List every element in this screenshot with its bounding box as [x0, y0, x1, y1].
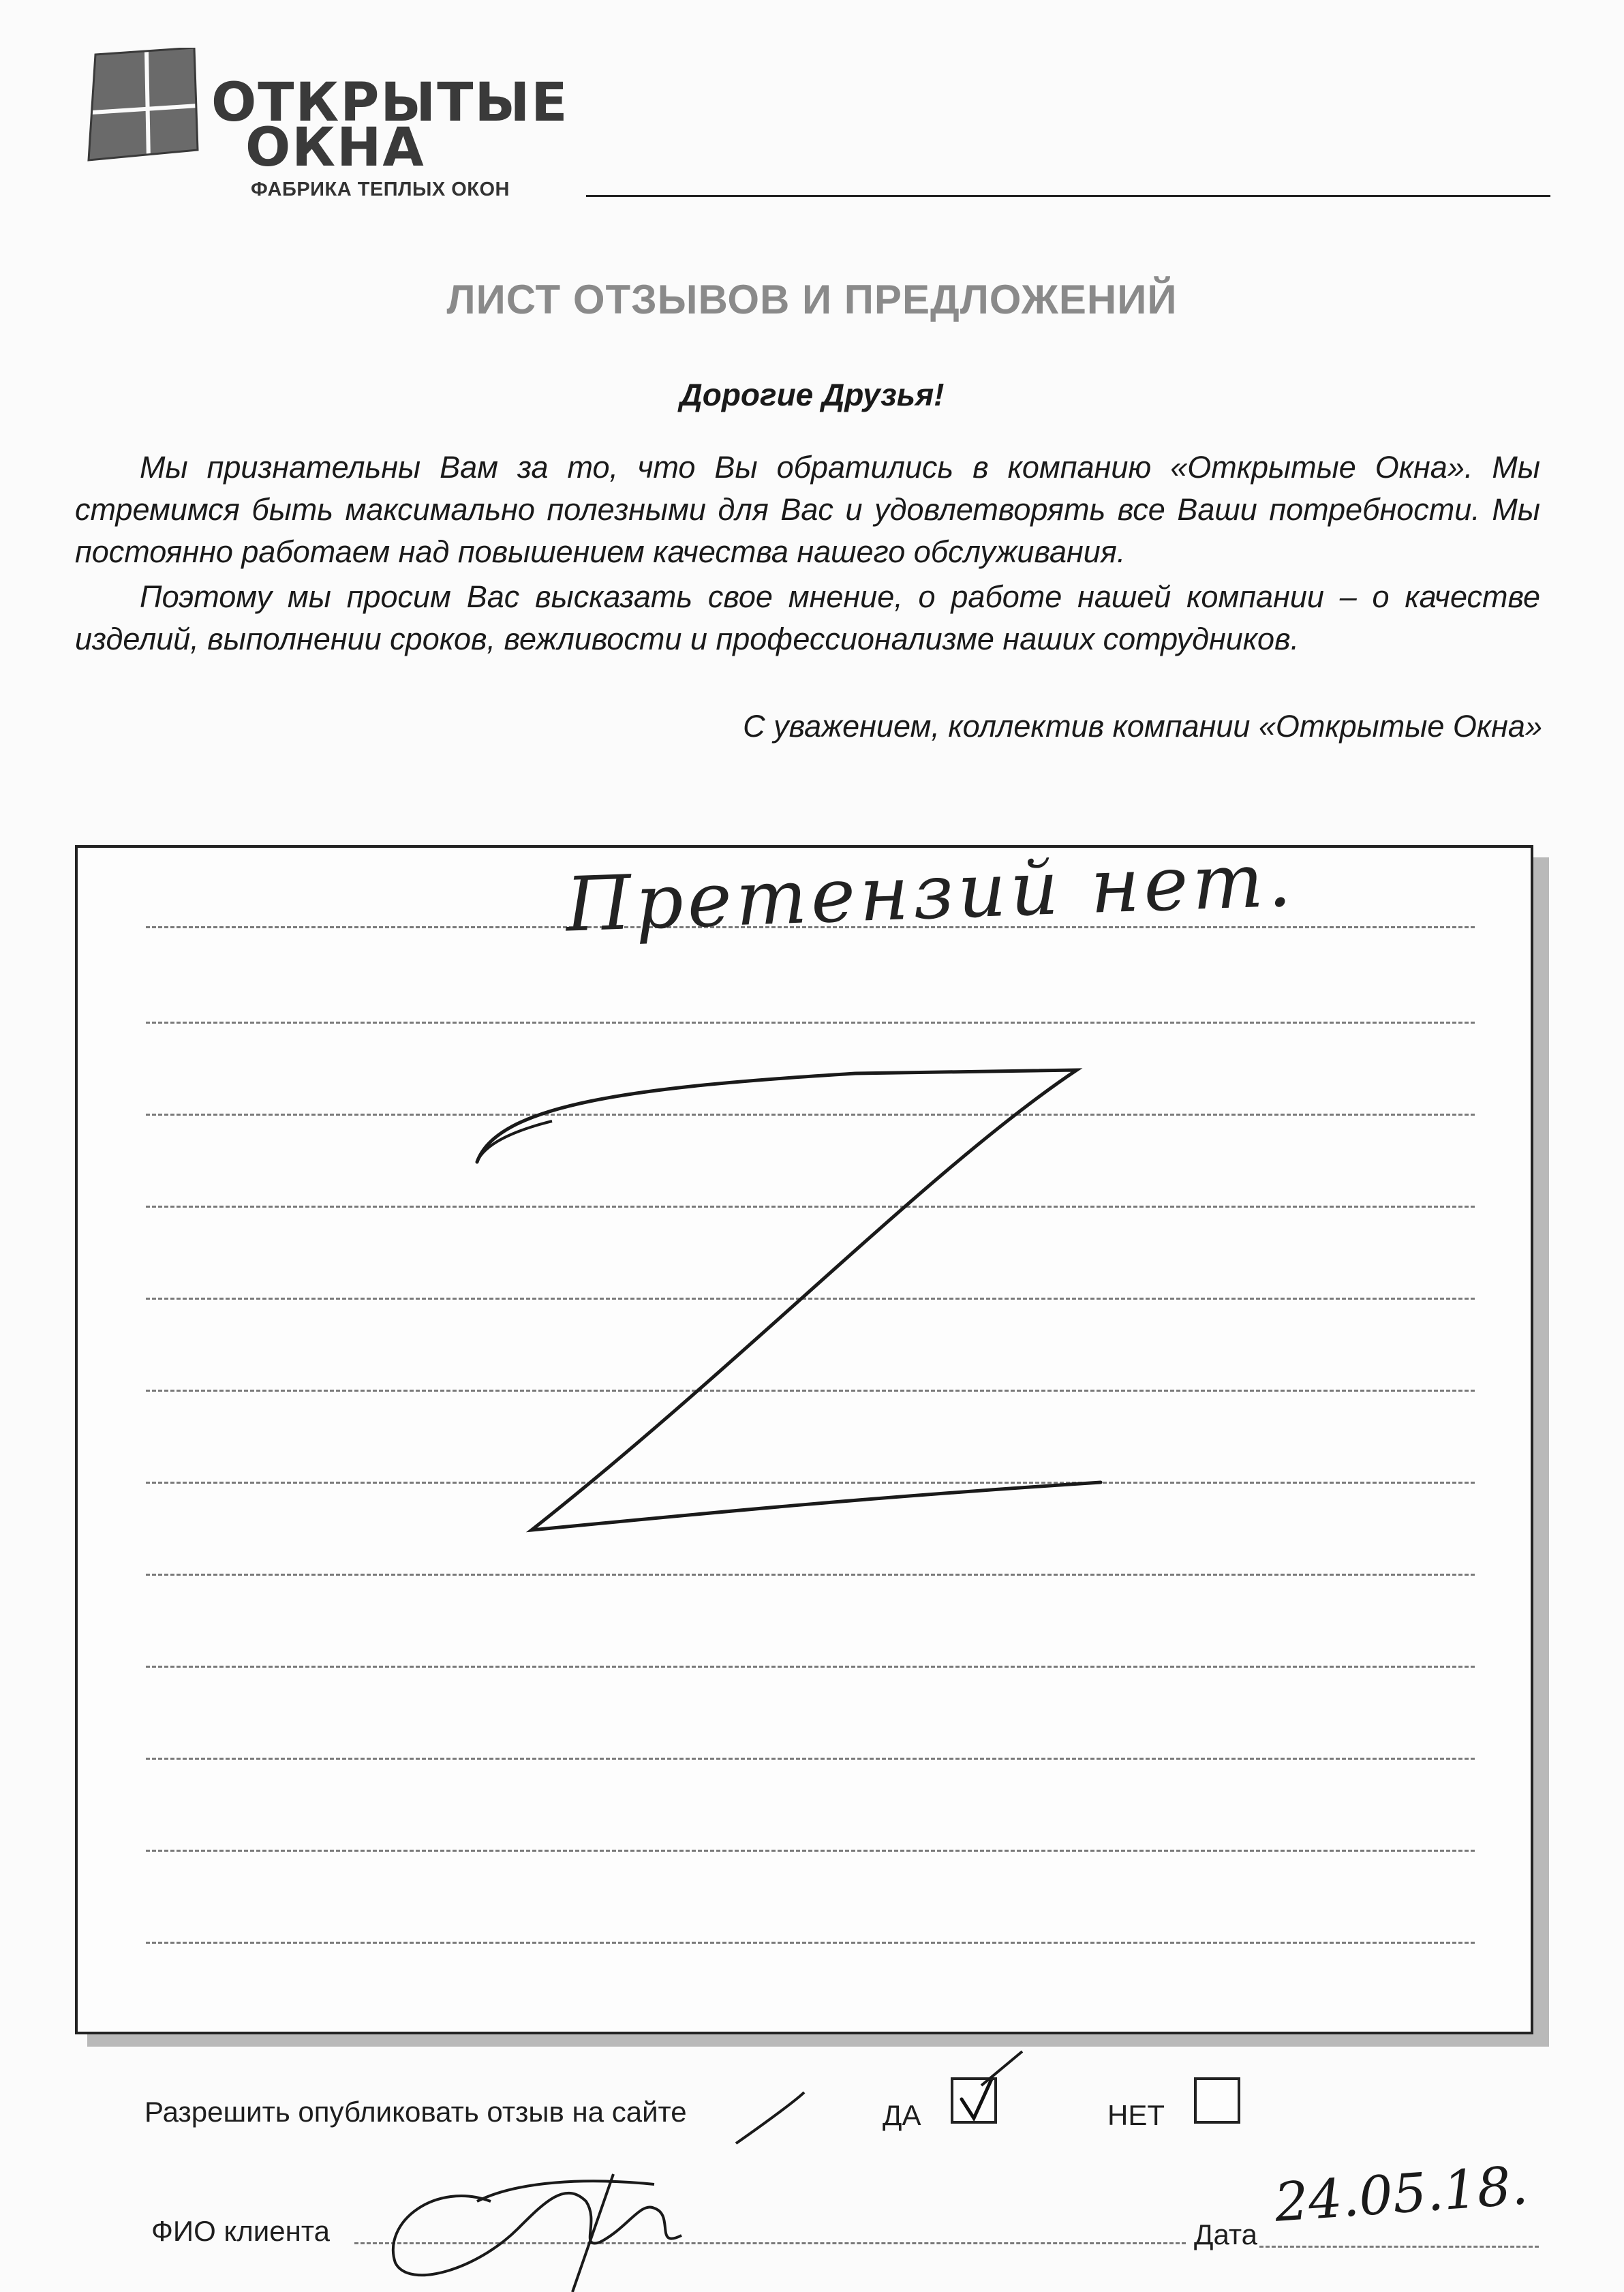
publish-yes-checkbox[interactable]	[951, 2077, 997, 2124]
publish-no-checkbox[interactable]	[1194, 2077, 1240, 2124]
intro-paragraph-1: Мы признательны Вам за то, что Вы обратились в компанию «Открытые Окна». Мы стремимся быть максимально полезными для Вас и удовлетворять все Ваши потребности. Мы постоянно работаем над повышением качества нашего обслуживания.	[75, 450, 1540, 569]
header-divider	[586, 195, 1550, 197]
handwritten-feedback: Претензий нет.	[564, 836, 1297, 949]
no-label: НЕТ	[1107, 2099, 1165, 2131]
checkmark-icon	[953, 2080, 1000, 2126]
brand-name	[211, 72, 569, 179]
brand-tagline: ФАБРИКА ТЕПЛЫХ ОКОН	[251, 179, 510, 200]
company-signature: С уважением, коллектив компании «Открытые Окна»	[743, 709, 1542, 744]
intro-paragraph-2: Поэтому мы просим Вас высказать свое мнение, о работе нашей компании – о качестве изделий, выполнении сроков, вежливости и профессионализме наших сотрудников.	[75, 579, 1540, 656]
brand-line1: ОТКРЫТЫЕ	[211, 72, 569, 134]
handwritten-date: 24.05.18.	[1272, 2155, 1530, 2234]
client-name-field[interactable]	[354, 2242, 1186, 2244]
client-name-label: ФИО клиента	[151, 2215, 330, 2247]
greeting: Дорогие Друзья!	[679, 377, 945, 412]
yes-label: ДА	[883, 2099, 921, 2131]
z-mark-drawing	[75, 845, 1533, 2034]
window-cross-logo-icon	[82, 48, 201, 164]
form-title: ЛИСТ ОТЗЫВОВ И ПРЕДЛОЖЕНИЙ	[446, 277, 1178, 322]
allow-publish-label: Разрешить опубликовать отзыв на сайте	[144, 2096, 687, 2128]
brand-line2: ОКНА	[245, 117, 425, 179]
date-field[interactable]	[1259, 2246, 1539, 2248]
date-label: Дата	[1194, 2218, 1258, 2250]
